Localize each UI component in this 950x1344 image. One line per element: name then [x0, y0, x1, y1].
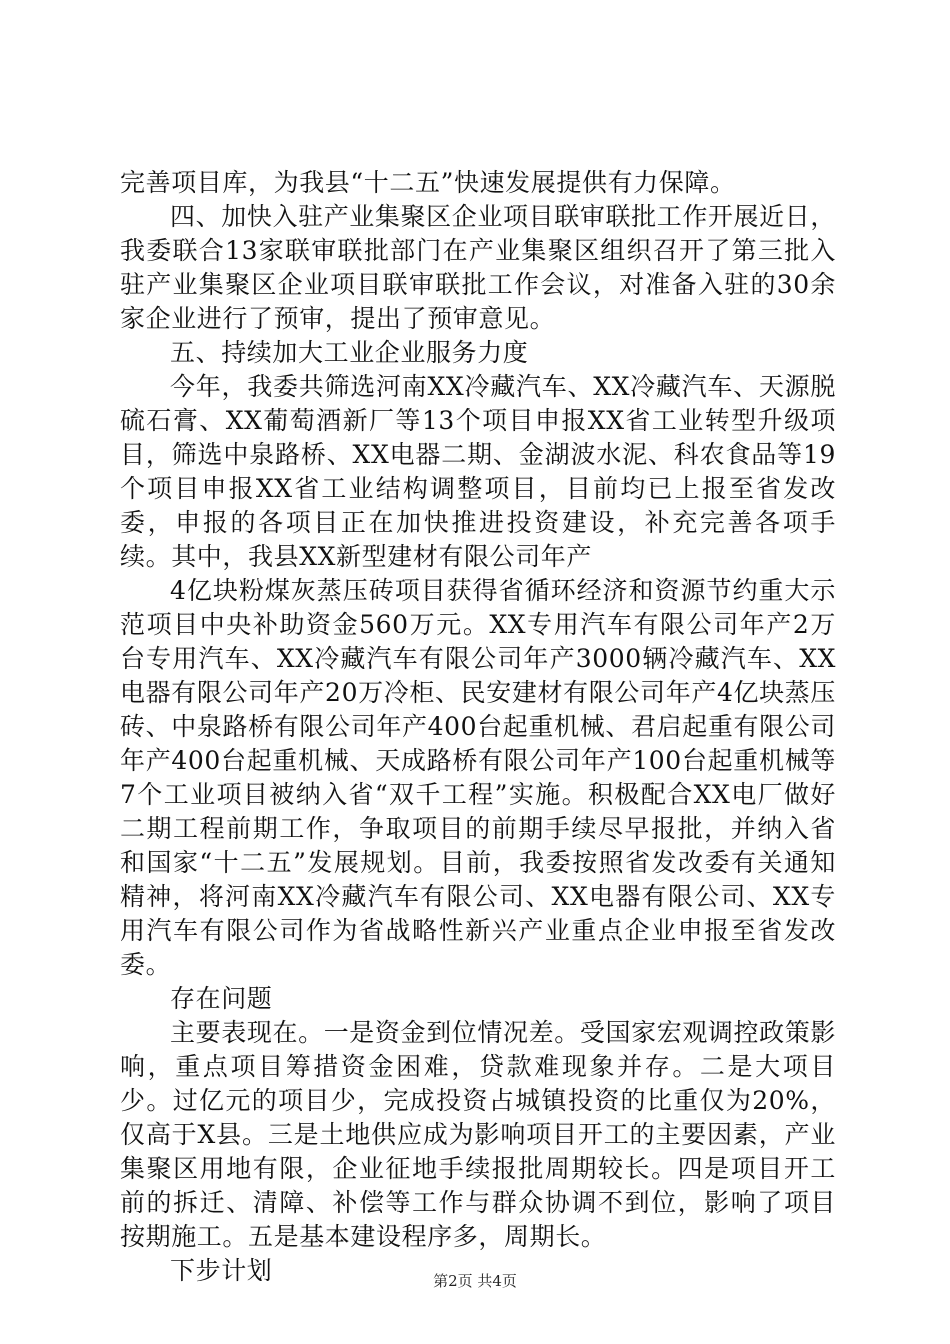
- section-heading-next-plan: 下步计划: [170, 1256, 273, 1285]
- paragraph-projects: 4亿块粉煤灰蒸压砖项目获得省循环经济和资源节约重大示范项目中央补助资金560万元。XX专用汽车有限公司年产2万台专用汽车、XX冷藏汽车有限公司年产3000辆冷藏汽车、XX电器有限公司年产20万冷柜、民安建材有限公司年产4亿块蒸压砖、中泉路桥有限公司年产400台起重机械、君启起重有限公司年产400台起重机械、天成路桥有限公司年产100台起重机械等7个工业项目被纳入省“双千工程”实施。积极配合XX电厂做好二期工程前期工作，争取项目的前期手续尽早报批，并纳入省和国家“十二五”发展规划。目前，我委按照省发改委有关通知精神，将河南XX冷藏汽车有限公司、XX电器有限公司、XX专用汽车有限公司作为省战略性新兴产业重点企业申报至省发改委。: [120, 576, 836, 979]
- paragraph-problems: 主要表现在。一是资金到位情况差。受国家宏观调控政策影响，重点项目筹措资金困难，贷款难现象并存。二是大项目少。过亿元的项目少，完成投资占城镇投资的比重仅为20%，仅高于X县。三是土地供应成为影响项目开工的主要因素，产业集聚区用地有限，企业征地手续报批周期较长。四是项目开工前的拆迁、清障、补偿等工作与群众协调不到位，影响了项目按期施工。五是基本建设程序多，周期长。: [120, 1018, 836, 1251]
- paragraph-this-year: 今年，我委共筛选河南XX冷藏汽车、XX冷藏汽车、天源脱硫石膏、XX葡萄酒新厂等13个项目申报XX省工业转型升级项目，筛选中泉路桥、XX电器二期、金湖波水泥、科农食品等19个项目申报XX省工业结构调整项目，目前均已上报至省发改委，申报的各项目正在加快推进投资建设，补充完善各项手续。其中，我县XX新型建材有限公司年产: [120, 372, 836, 571]
- paragraph-continuation: 完善项目库，为我县“十二五”快速发展提供有力保障。: [120, 168, 736, 197]
- page-footer: 第2页 共4页: [433, 1272, 517, 1290]
- section-heading-five: 五、持续加大工业企业服务力度: [170, 338, 529, 367]
- document-body: [120, 166, 836, 1288]
- section-heading-problems: 存在问题: [170, 984, 273, 1013]
- paragraph-section-four: 四、加快入驻产业集聚区企业项目联审联批工作开展近日，我委联合13家联审联批部门在产业集聚区组织召开了第三批入驻产业集聚区企业项目联审联批工作会议，对准备入驻的30余家企业进行了预审，提出了预审意见。: [120, 202, 836, 333]
